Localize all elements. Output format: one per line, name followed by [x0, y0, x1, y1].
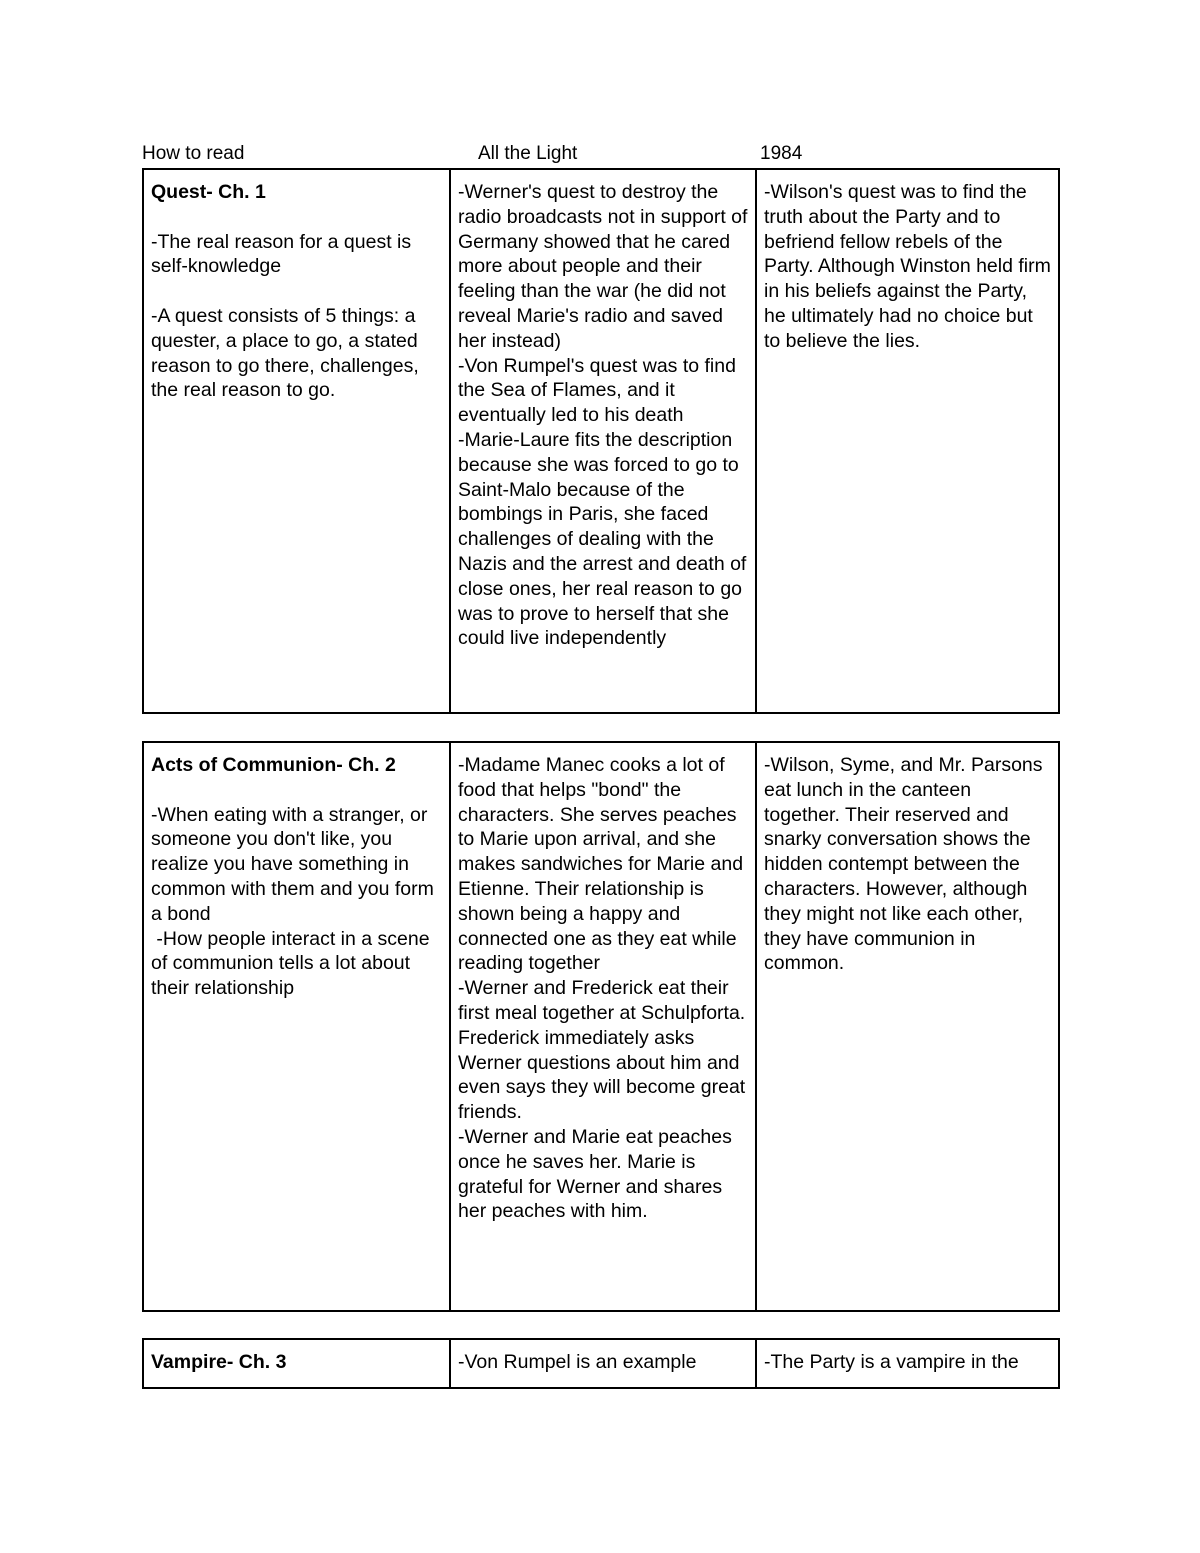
row-title: Quest- Ch. 1	[151, 181, 266, 203]
paragraph: -Von Rumpel's quest was to find the Sea of Flames, and it eventually led to his death	[458, 354, 736, 427]
cell-how-to-read	[144, 170, 449, 712]
cell-1984	[755, 1340, 1058, 1387]
note-line: -The real reason for a quest is self-knowledge	[151, 230, 412, 278]
cell-1984	[755, 170, 1058, 712]
header-how-to-read: How to read	[142, 143, 245, 164]
cell-all-the-light	[449, 743, 755, 1310]
paragraph: -Marie-Laure fits the description because she was forced to go to Saint-Malo because of the bombings in Paris, she faced challenges of dealing with the Nazis and the arrest and death of close ones, her real reason to go was to prove to herself that she could live independently	[458, 428, 747, 650]
table-quest	[142, 168, 1060, 714]
paragraph: -Wilson, Syme, and Mr. Parsons eat lunch in the canteen together. Their reserved and snarky conversation shows the hidden contempt between the characters. However, although they might not like each other, they have communion in common.	[764, 754, 1043, 975]
row-title: Acts of Communion- Ch. 2	[151, 754, 396, 776]
header-1984: 1984	[760, 143, 803, 164]
paragraph: -Werner and Frederick eat their first meal together at Schulpforta. Frederick immediately asks Werner questions about him and even says they will become great friends.	[458, 977, 746, 1124]
paragraph: -Werner and Marie eat peaches once he saves her. Marie is grateful for Werner and shares her peaches with him.	[458, 1125, 732, 1223]
cell-1984	[755, 743, 1058, 1310]
cell-all-the-light	[449, 170, 755, 712]
header-all-the-light: All the Light	[478, 143, 578, 164]
paragraph: -Wilson's quest was to find the truth about the Party and to befriend fellow rebels of the Party. Although Winston held firm in his beliefs against the Party, he ultimately had no choice but to believe the lies.	[764, 181, 1051, 352]
paragraph: -Von Rumpel is an example	[458, 1351, 697, 1373]
note-line: -How people interact in a scene of communion tells a lot about their relationship	[151, 927, 435, 1000]
cell-how-to-read	[144, 1340, 449, 1387]
row-title: Vampire- Ch. 3	[151, 1351, 287, 1373]
paragraph: -Werner's quest to destroy the radio broadcasts not in support of Germany showed that he cared more about people and their feeling than the war (he did not reveal Marie's radio and saved her instead)	[458, 181, 748, 352]
cell-all-the-light	[449, 1340, 755, 1387]
paragraph: -The Party is a vampire in the	[764, 1351, 1019, 1373]
note-line: -A quest consists of 5 things: a quester, a place to go, a stated reason to go there, challenges, the real reason to go.	[151, 304, 419, 402]
cell-how-to-read	[144, 743, 449, 1310]
column-header-row	[0, 142, 1200, 166]
table-vampire	[142, 1338, 1060, 1389]
paragraph: -Madame Manec cooks a lot of food that helps "bond" the characters. She serves peaches to Marie upon arrival, and she makes sandwiches for Marie and Etienne. Their relationship is shown being a happy and connected one as they eat while reading together	[458, 754, 744, 975]
table-acts-of-communion	[142, 741, 1060, 1312]
note-line: -When eating with a stranger, or someone you don't like, you realize you have something in common with them and you form a bond	[151, 803, 434, 925]
